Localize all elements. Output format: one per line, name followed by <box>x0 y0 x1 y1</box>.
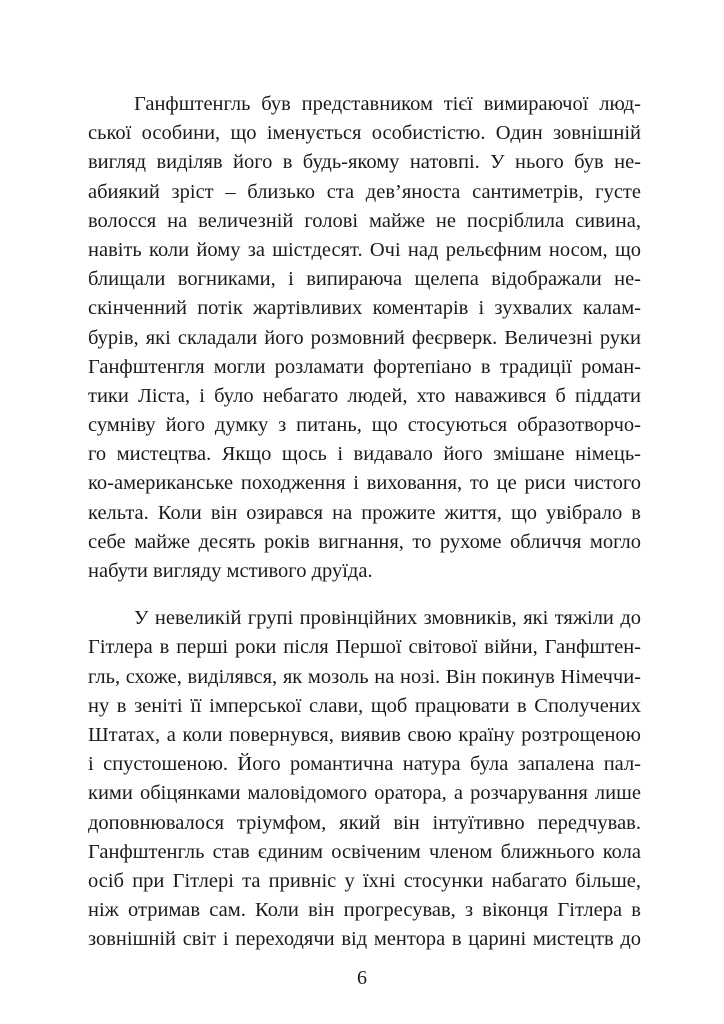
paragraph-2 <box>88 604 641 954</box>
text-line: себе майже десять років вигнання, то рухоме обличчя могло <box>88 530 641 553</box>
text-line: Ганфштенгля могли розламати фортепіано в традиції роман- <box>88 355 641 378</box>
text-line: абиякий зріст – близько ста дев’яноста сантиметрів, густе <box>88 180 641 203</box>
text-line: кельта. Коли він озирався на прожите життя, що увібрало в <box>88 501 641 524</box>
text-line: Ганфштенгль став єдиним освіченим членом ближнього кола <box>88 840 641 863</box>
text-line: скінченний потік жартівливих коментарів і зухвалих калам- <box>88 297 641 320</box>
paragraph-spacer <box>88 586 641 604</box>
text-line: набути вигляду мстивого друїда. <box>88 560 373 582</box>
text-line: У невеликій групі провінційних змовників, які тяжіли до <box>134 607 641 630</box>
paragraph-1 <box>88 90 641 586</box>
text-line: Гітлера в перші роки після Першої світової війни, Ганфштен- <box>88 636 641 659</box>
text-line: навіть коли йому за шістдесят. Очі над рельєфним носом, що <box>88 238 641 261</box>
text-line: вигляд виділяв його в будь-якому натовпі. У нього був не- <box>88 151 641 174</box>
text-line: ко-американське походження і виховання, то це риси чистого <box>88 472 641 495</box>
text-line: гль, схоже, виділявся, як мозоль на нозі. Він покинув Німеччи- <box>88 665 641 688</box>
text-line: і спустошеною. Його романтична натура була запалена пал- <box>88 753 641 776</box>
text-line: Штатах, а коли повернувся, виявив свою країну розтрощеною <box>88 723 641 746</box>
text-line: волосся на величезній голові майже не посріблила сивина, <box>88 209 641 232</box>
text-line: го мистецтва. Якщо щось і видавало його змішане німець- <box>88 443 641 466</box>
text-line: доповнювалося тріумфом, який він інтуїтивно передчував. <box>88 811 641 834</box>
text-line: ніж отримав сам. Коли він прогресував, з віконця Гітлера в <box>88 899 641 922</box>
text-line: кими обіцянками маловідомого оратора, а розчарування лише <box>88 782 641 805</box>
text-line: ну в зеніті її імперської слави, щоб працювати в Сполучених <box>88 694 641 717</box>
text-line: блищали вогниками, і випираюча щелепа відображали не- <box>88 268 641 291</box>
text-line: Ганфштенгль був представником тієї вимираючої люд- <box>134 93 641 115</box>
text-line: зовнішній світ і переходячи від ментора в царині мистецтв до <box>88 928 641 951</box>
page-number: 6 <box>357 967 367 989</box>
text-line: тики Ліста, і було небагато людей, хто наважився б піддати <box>88 384 641 407</box>
text-line: ської особини, що іменується особистістю. Один зовнішній <box>88 122 641 145</box>
text-line: сумніву його думку з питань, що стосуються образотворчо- <box>88 414 641 437</box>
text-line: бурів, які складали його розмовний феєрверк. Величезні руки <box>88 326 641 349</box>
text-line: осіб при Гітлері та привніс у їхні стосунки набагато більше, <box>88 869 641 892</box>
body-text <box>88 90 641 954</box>
